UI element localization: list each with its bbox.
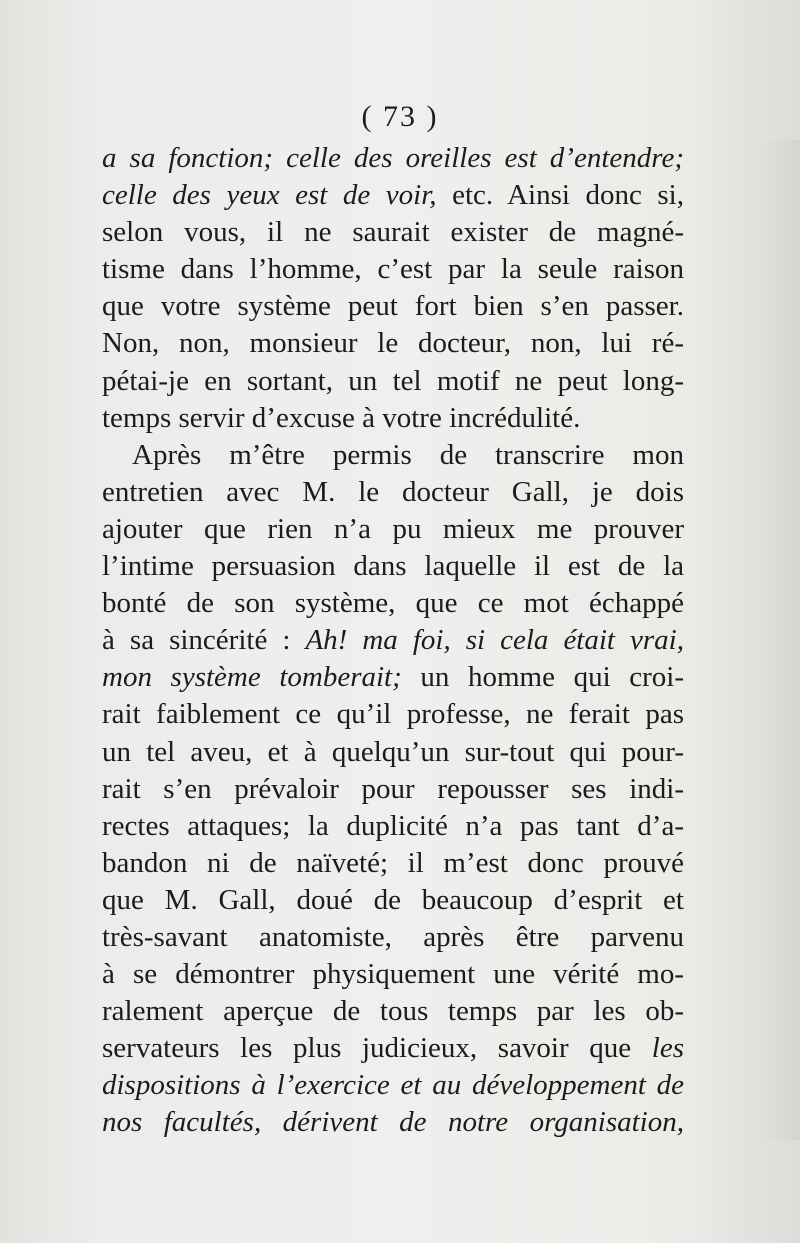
italic-run: Ah! ma foi, si cela était vrai, (305, 624, 684, 657)
text-run: temps servir d’excuse à votre incrédulité. (102, 401, 581, 434)
text-line (102, 1067, 684, 1104)
text-run: tisme dans l’homme, c’est par la seule raison (102, 253, 684, 286)
text-line (102, 956, 684, 993)
text-line (102, 1104, 684, 1141)
text-run: bonté de son système, que ce mot échappé (102, 587, 684, 620)
text-line (102, 140, 684, 177)
text-line (102, 622, 684, 659)
text-run: Non, non, monsieur le docteur, non, lui ré- (102, 327, 684, 360)
text-run: l’intime persuasion dans laquelle il est de la (102, 550, 684, 583)
body-text (102, 140, 684, 1142)
text-run: bandon ni de naïveté; il m’est donc prouvé (102, 846, 684, 879)
italic-run: dispositions à l’exercice et au développement de (102, 1069, 684, 1102)
text-line (102, 288, 684, 325)
text-line (102, 585, 684, 622)
text-line (102, 771, 684, 808)
page-number: ( 73 ) (361, 100, 439, 133)
text-run: rait faiblement ce qu’il professe, ne ferait pas (102, 698, 684, 731)
text-run: selon vous, il ne saurait exister de magné- (102, 216, 684, 249)
text-line (102, 400, 684, 437)
text-line (102, 214, 684, 251)
italic-run: mon système tomberait; (102, 661, 402, 694)
text-line (102, 437, 684, 474)
text-line (102, 177, 684, 214)
text-run: très-savant anatomiste, après être parvenu (102, 920, 684, 953)
text-run: ajouter que rien n’a pu mieux me prouver (102, 512, 684, 545)
text-line (102, 251, 684, 288)
text-run: à se démontrer physiquement une vérité mo- (102, 958, 684, 991)
italic-run: a sa fonction; celle des oreilles est d’entendre; (102, 142, 684, 174)
text-run: rectes attaques; la duplicité n’a pas tant d’a- (102, 809, 684, 842)
text-line (102, 474, 684, 511)
text-line (102, 882, 684, 919)
text-line (102, 734, 684, 771)
text-line (102, 993, 684, 1030)
text-run: à sa sincérité : (102, 624, 306, 657)
text-line (102, 548, 684, 585)
text-line (102, 845, 684, 882)
text-run: pétai-je en sortant, un tel motif ne peut long- (102, 364, 684, 397)
text-run: servateurs les plus judicieux, savoir que (102, 1032, 652, 1065)
italic-run: celle des yeux est de voir, (102, 179, 437, 212)
text-line (102, 511, 684, 548)
text-run: Après m’être permis de transcrire mon (132, 438, 684, 471)
text-line (102, 696, 684, 733)
text-run: entretien avec M. le docteur Gall, je dois (102, 475, 684, 508)
text-line (102, 325, 684, 362)
text-run: rait s’en prévaloir pour repousser ses indi- (102, 772, 684, 805)
text-run: que M. Gall, doué de beaucoup d’esprit et (102, 883, 684, 916)
text-run: etc. Ainsi donc si, (436, 179, 684, 212)
show-through-shadow (760, 140, 800, 1140)
text-run: que votre système peut fort bien s’en passer. (102, 290, 684, 323)
text-run: un tel aveu, et à quelqu’un sur-tout qui pour- (102, 735, 684, 768)
text-line (102, 808, 684, 845)
italic-run: les (651, 1032, 684, 1065)
text-line (102, 1030, 684, 1067)
italic-run: nos facultés, dérivent de notre organisation, (102, 1106, 684, 1139)
text-line (102, 919, 684, 956)
text-run: ralement aperçue de tous temps par les ob- (102, 995, 684, 1028)
text-line (102, 363, 684, 400)
text-run: un homme qui croi- (401, 661, 684, 694)
text-line (102, 659, 684, 696)
